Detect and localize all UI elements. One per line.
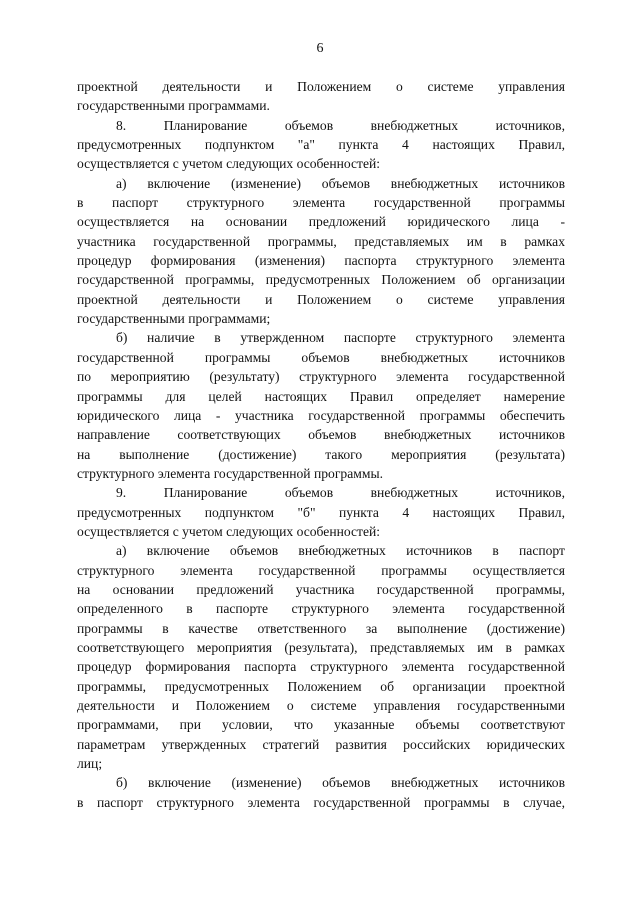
text-line: параметрам утвержденных стратегий развития российских юридических [77, 736, 565, 752]
text-line: осуществляется на основании предложений юридического лица - [77, 214, 565, 230]
text-line: а) включение (изменение) объемов внебюджетных источников [116, 175, 565, 191]
text-line: а) включение объемов внебюджетных источников в паспорт [116, 543, 565, 559]
text-line: 9. Планирование объемов внебюджетных источников, [116, 485, 565, 501]
text-line: на основании предложений участника государственной программы, [77, 581, 565, 597]
text-line: государственной программы, предусмотренных Положением об организации [77, 272, 565, 288]
page-number: 6 [316, 41, 324, 56]
text-line: направление соответствующих объемов внебюджетных источников [77, 427, 565, 443]
text-line: предусмотренных подпунктом "а" пункта 4 настоящих Правил, [77, 137, 565, 153]
text-line: лиц; [77, 756, 103, 772]
text-line: осуществляется с учетом следующих особенностей: [77, 156, 381, 172]
text-line: программы в качестве ответственного за выполнение (достижение) [77, 620, 565, 636]
text-line: проектной деятельности и Положением о системе управления [77, 79, 565, 94]
text-line: б) включение (изменение) объемов внебюджетных источников [116, 775, 565, 791]
text-line: осуществляется с учетом следующих особенностей: [77, 523, 381, 539]
text-line: процедур формирования (изменения) паспорта структурного элемента [77, 253, 565, 269]
text-line: программы, предусмотренных Положением об организации проектной [77, 678, 565, 694]
text-line: б) наличие в утвержденном паспорте структурного элемента [116, 330, 565, 346]
text-line: программы для целей настоящих Правил определяет намерение [77, 388, 565, 404]
text-line: структурного элемента государственной программы. [77, 465, 383, 481]
text-line: государственными программами. [77, 98, 270, 114]
document-body [77, 77, 565, 812]
text-line: программами, при условии, что указанные объемы соответствуют [77, 717, 565, 733]
text-line: процедур формирования паспорта структурного элемента государственной [77, 659, 565, 675]
text-line: государственными программами; [77, 311, 271, 327]
text-line: деятельности и Положением о системе управления государственными [77, 698, 565, 713]
text-line: участника государственной программы, представляемых им в рамках [77, 233, 565, 249]
text-line: на выполнение (достижение) такого мероприятия (результата) [77, 446, 565, 462]
text-line: соответствующего мероприятия (результата), представляемых им в рамках [77, 639, 565, 655]
text-line: по мероприятию (результату) структурного элемента государственной [77, 369, 565, 385]
text-line: определенного в паспорте структурного элемента государственной [77, 601, 565, 617]
text-line: 8. Планирование объемов внебюджетных источников, [116, 117, 565, 133]
text-line: структурного элемента государственной программы осуществляется [77, 562, 565, 578]
text-line: в паспорт структурного элемента государственной программы в случае, [77, 794, 565, 810]
text-line: предусмотренных подпунктом "б" пункта 4 настоящих Правил, [77, 504, 565, 520]
text-line: проектной деятельности и Положением о системе управления [77, 291, 565, 307]
text-line: в паспорт структурного элемента государственной программы [77, 195, 565, 211]
text-line: государственной программы объемов внебюджетных источников [77, 349, 565, 365]
text-line: юридического лица - участника государственной программы обеспечить [77, 407, 565, 423]
